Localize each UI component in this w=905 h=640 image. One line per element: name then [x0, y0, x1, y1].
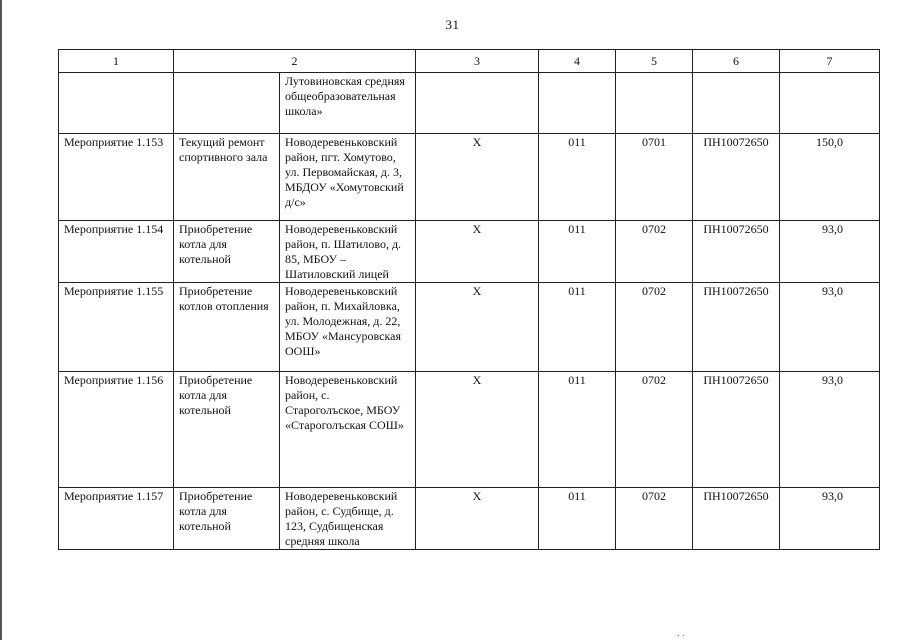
col3-cell: Х — [416, 283, 539, 372]
col4-cell — [539, 73, 616, 134]
table-row — [59, 134, 880, 221]
budget-table — [58, 49, 880, 550]
description-cell: Текущий ремонт спортивного зала — [174, 134, 280, 221]
page-edge — [0, 0, 2, 640]
col3-cell: Х — [416, 488, 539, 550]
event-cell — [59, 73, 174, 134]
col4-cell: 011 — [539, 134, 616, 221]
location-cell: Новодеревеньковский район, п. Михайловка, ул. Молодежная, д. 22, МБОУ «Мансуровская ООШ» — [280, 283, 416, 372]
event-cell: Мероприятие 1.157 — [59, 488, 174, 550]
col5-cell: 0702 — [616, 221, 693, 283]
amount-cell: 93,0 — [780, 283, 880, 372]
amount-cell — [780, 73, 880, 134]
location-cell: Новодеревеньковский район, пгт. Хомутово, ул. Первомайская, д. 3, МБДОУ «Хомутовский д/с» — [280, 134, 416, 221]
header-cell: 6 — [693, 50, 780, 73]
scan-specks: . . — [677, 628, 685, 639]
table-header-row — [59, 50, 880, 73]
event-cell: Мероприятие 1.155 — [59, 283, 174, 372]
location-cell: Лутовиновская средняя общеобразовательная школа» — [280, 73, 416, 134]
col5-cell — [616, 73, 693, 134]
header-cell: 7 — [780, 50, 880, 73]
description-cell — [174, 73, 280, 134]
col4-cell: 011 — [539, 372, 616, 488]
event-cell: Мероприятие 1.154 — [59, 221, 174, 283]
description-cell: Приобретение котла для котельной — [174, 372, 280, 488]
event-cell: Мероприятие 1.153 — [59, 134, 174, 221]
header-cell: 1 — [59, 50, 174, 73]
amount-cell: 93,0 — [780, 221, 880, 283]
page-number: 31 — [445, 17, 460, 32]
budget-code-cell: ПН10072650 — [693, 283, 780, 372]
col3-cell — [416, 73, 539, 134]
description-cell: Приобретение котла для котельной — [174, 221, 280, 283]
budget-code-cell: ПН10072650 — [693, 372, 780, 488]
col3-cell: Х — [416, 134, 539, 221]
col5-cell: 0701 — [616, 134, 693, 221]
amount-cell: 150,0 — [780, 134, 880, 221]
table-row — [59, 372, 880, 488]
col5-cell: 0702 — [616, 283, 693, 372]
col3-cell: Х — [416, 221, 539, 283]
col4-cell: 011 — [539, 283, 616, 372]
budget-code-cell — [693, 73, 780, 134]
location-cell: Новодеревеньковский район, п. Шатилово, д. 85, МБОУ – Шатиловский лицей — [280, 221, 416, 283]
budget-code-cell: ПН10072650 — [693, 221, 780, 283]
budget-code-cell: ПН10072650 — [693, 488, 780, 550]
location-cell: Новодеревеньковский район, с. Староголъское, МБОУ «Староголъская СОШ» — [280, 372, 416, 488]
table-row — [59, 283, 880, 372]
table-row — [59, 221, 880, 283]
col5-cell: 0702 — [616, 488, 693, 550]
event-cell: Мероприятие 1.156 — [59, 372, 174, 488]
col4-cell: 011 — [539, 488, 616, 550]
budget-code-cell: ПН10072650 — [693, 134, 780, 221]
amount-cell: 93,0 — [780, 372, 880, 488]
location-cell: Новодеревеньковский район, с. Судбище, д. 123, Судбищенская средняя школа — [280, 488, 416, 550]
table-row — [59, 488, 880, 550]
col3-cell: Х — [416, 372, 539, 488]
col5-cell: 0702 — [616, 372, 693, 488]
header-cell: 2 — [174, 50, 416, 73]
header-cell: 5 — [616, 50, 693, 73]
description-cell: Приобретение котла для котельной — [174, 488, 280, 550]
col4-cell: 011 — [539, 221, 616, 283]
header-cell: 4 — [539, 50, 616, 73]
table-row — [59, 73, 880, 134]
header-cell: 3 — [416, 50, 539, 73]
amount-cell: 93,0 — [780, 488, 880, 550]
description-cell: Приобретение котлов отопления — [174, 283, 280, 372]
